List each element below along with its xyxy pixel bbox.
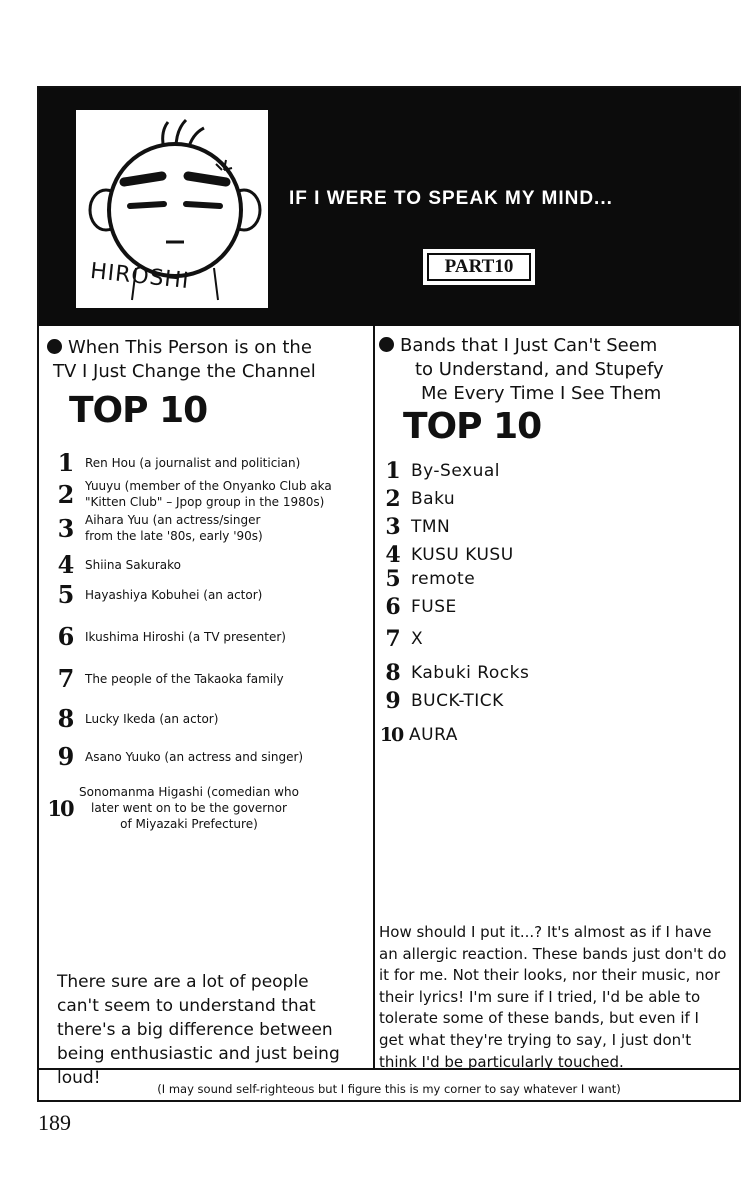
list-item (381, 626, 423, 652)
right-title-line: Me Every Time I See Them (421, 383, 662, 404)
rank-number: 9 (385, 688, 401, 714)
rank-number: 6 (57, 622, 75, 651)
page-frame (37, 86, 741, 1102)
rank-text: Ren Hou (a journalist and politician) (85, 455, 301, 470)
list-item (53, 478, 332, 510)
list-item (53, 742, 303, 771)
rank-number: 5 (385, 566, 401, 592)
rank-number: 9 (57, 742, 75, 771)
list-item (381, 486, 455, 512)
rank-text: Lucky Ikeda (an actor) (85, 711, 219, 726)
band-name: Baku (411, 489, 456, 509)
footer-note: (I may sound self-righteous but I figure this is my corner to say whatever I want) (157, 1082, 621, 1096)
band-name: By-Sexual (411, 461, 500, 481)
rank-number: 10 (379, 724, 403, 746)
rank-number: 10 (47, 795, 73, 821)
rank-number: 8 (385, 660, 401, 686)
list-item (379, 724, 458, 746)
column-divider (373, 326, 375, 1068)
left-title-line: When This Person is on the (68, 337, 312, 358)
band-name: X (411, 629, 424, 649)
list-item (53, 704, 218, 733)
right-category-title (379, 334, 664, 406)
rank-number: 1 (385, 458, 401, 484)
right-top10-heading: TOP 10 (403, 406, 542, 447)
list-item (53, 580, 262, 609)
left-title-line: TV I Just Change the Channel (53, 361, 316, 382)
list-item (53, 664, 284, 693)
list-item (381, 688, 504, 714)
rank-number: 4 (57, 550, 75, 579)
list-item (381, 566, 475, 592)
list-item (381, 594, 457, 620)
rank-number: 6 (385, 594, 401, 620)
left-category-title (47, 336, 316, 384)
band-name: TMN (411, 517, 451, 537)
list-item (53, 622, 286, 651)
rank-number: 7 (385, 626, 401, 652)
part-badge: PART10 (423, 249, 535, 285)
rank-number: 2 (385, 486, 401, 512)
list-item (53, 512, 263, 544)
rank-number: 3 (57, 513, 75, 543)
rank-text: Ikushima Hiroshi (a TV presenter) (85, 629, 286, 644)
rank-number: 5 (57, 580, 75, 609)
left-comment: There sure are a lot of people can't seem to understand that there's a big difference between being enthusiastic and just being loud! (57, 972, 340, 1088)
rank-number: 4 (385, 542, 401, 568)
rank-number: 2 (57, 479, 75, 509)
rank-number: 1 (57, 448, 75, 477)
list-item (53, 550, 181, 579)
rank-text: Asano Yuuko (an actress and singer) (85, 749, 304, 764)
rank-number: 8 (57, 704, 75, 733)
band-name: FUSE (411, 597, 457, 617)
bullet-icon (379, 337, 394, 352)
list-item (381, 542, 514, 568)
page-number: 189 (38, 1110, 71, 1135)
rank-text: Yuuyu (member of the Onyanko Club aka "Kitten Club" – Jpop group in the 1980s) (85, 479, 332, 509)
band-name: remote (411, 569, 476, 589)
list-item (53, 448, 300, 477)
portrait-signature: HIROSHI (88, 258, 191, 295)
band-name: KUSU KUSU (411, 545, 514, 565)
rank-number: 7 (57, 664, 75, 693)
rank-text: The people of the Takaoka family (85, 671, 284, 686)
band-name: BUCK-TICK (411, 691, 504, 711)
left-top10-heading: TOP 10 (69, 390, 208, 431)
list-item (381, 660, 529, 686)
list-item (381, 514, 450, 540)
list-item (47, 784, 299, 832)
list-item (381, 458, 500, 484)
rank-number: 3 (385, 514, 401, 540)
rank-text: Aihara Yuu (an actress/singer from the late '80s, early '90s) (85, 513, 263, 543)
header-banner (39, 88, 739, 326)
rank-text: Shiina Sakurako (85, 557, 181, 572)
right-title-line: Bands that I Just Can't Seem (400, 335, 658, 356)
rank-text: Hayashiya Kobuhei (an actor) (85, 587, 263, 602)
hiroshi-portrait (76, 110, 268, 308)
right-comment: How should I put it...? It's almost as if I have an allergic reaction. These bands just don't do it for me. Not their looks, nor their music, nor their lyrics! I'm sure if I tried, I'd be able to tolerate some of these bands, but even if I get what they're trying to say, I just don't think I'd be particularly touched. (379, 923, 727, 1071)
rank-text: Sonomanma Higashi (comedian who later went on to be the governor of Miyazaki Prefecture) (79, 785, 299, 831)
bullet-icon (47, 339, 62, 354)
page-headline: IF I WERE TO SPEAK MY MIND... (289, 188, 613, 209)
band-name: Kabuki Rocks (411, 663, 530, 683)
right-title-line: to Understand, and Stupefy (415, 359, 664, 380)
band-name: AURA (409, 725, 458, 745)
